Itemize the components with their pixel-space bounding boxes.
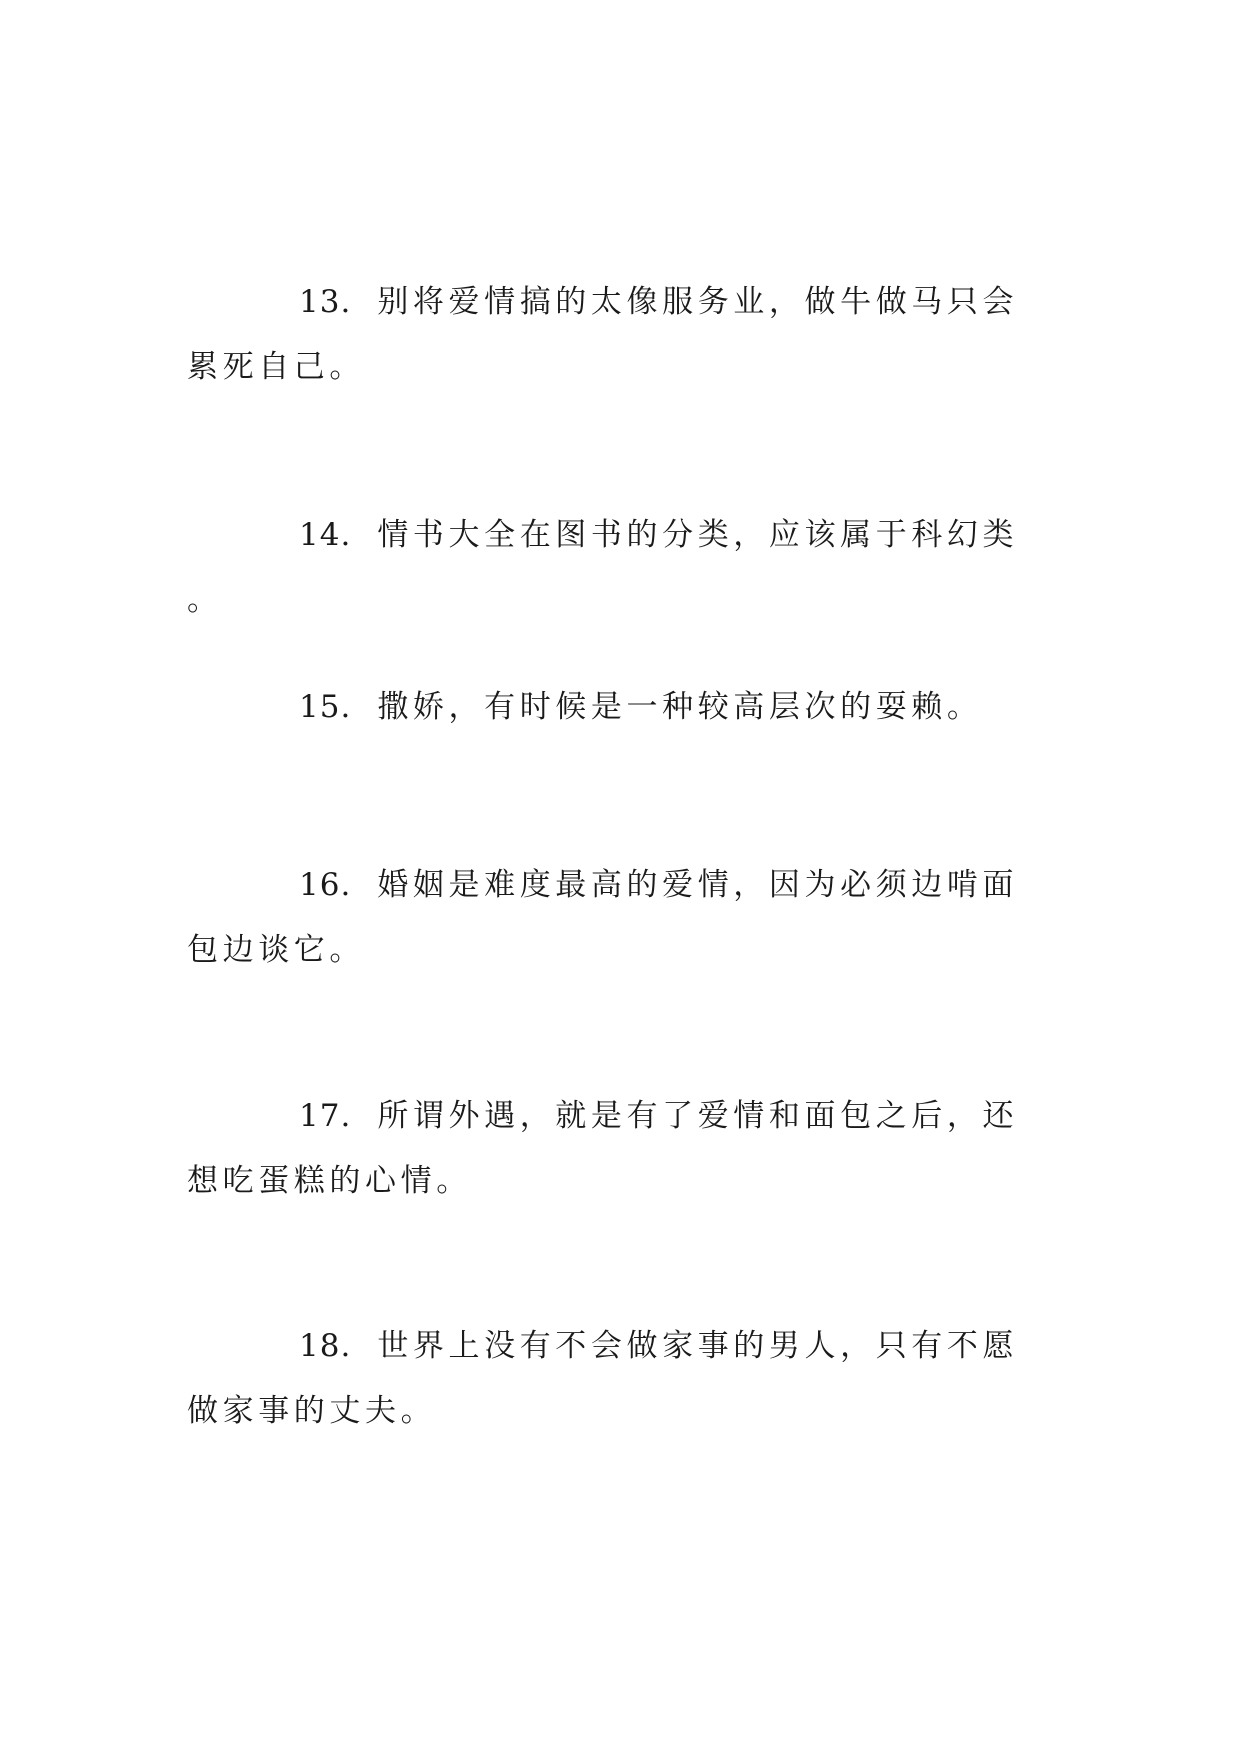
quote-16 (187, 853, 1053, 983)
quote-text: 撒娇，有时候是一种较高层次的耍赖。 (377, 689, 983, 725)
quote-number: 13. (299, 284, 352, 320)
quote-number: 17. (299, 1098, 352, 1134)
quote-number: 18. (299, 1328, 352, 1364)
quote-text: 婚姻是难度最高的爱情，因为必须边啃面包边谈它。 (187, 867, 1019, 968)
quote-text: 所谓外遇，就是有了爱情和面包之后，还想吃蛋糕的心情。 (187, 1098, 1019, 1199)
quote-18 (187, 1314, 1053, 1444)
quote-text: 世界上没有不会做家事的男人，只有不愿做家事的丈夫。 (187, 1328, 1019, 1429)
quote-text: 情书大全在图书的分类，应该属于科幻类。 (187, 517, 1019, 618)
quote-number: 14. (299, 517, 352, 553)
quote-number: 16. (299, 867, 352, 903)
quote-14 (187, 503, 1053, 633)
quote-13 (187, 270, 1053, 400)
quote-text: 别将爱情搞的太像服务业，做牛做马只会累死自己。 (187, 284, 1019, 385)
quote-15 (187, 675, 1053, 740)
quote-number: 15. (299, 689, 352, 725)
quote-17 (187, 1084, 1053, 1214)
